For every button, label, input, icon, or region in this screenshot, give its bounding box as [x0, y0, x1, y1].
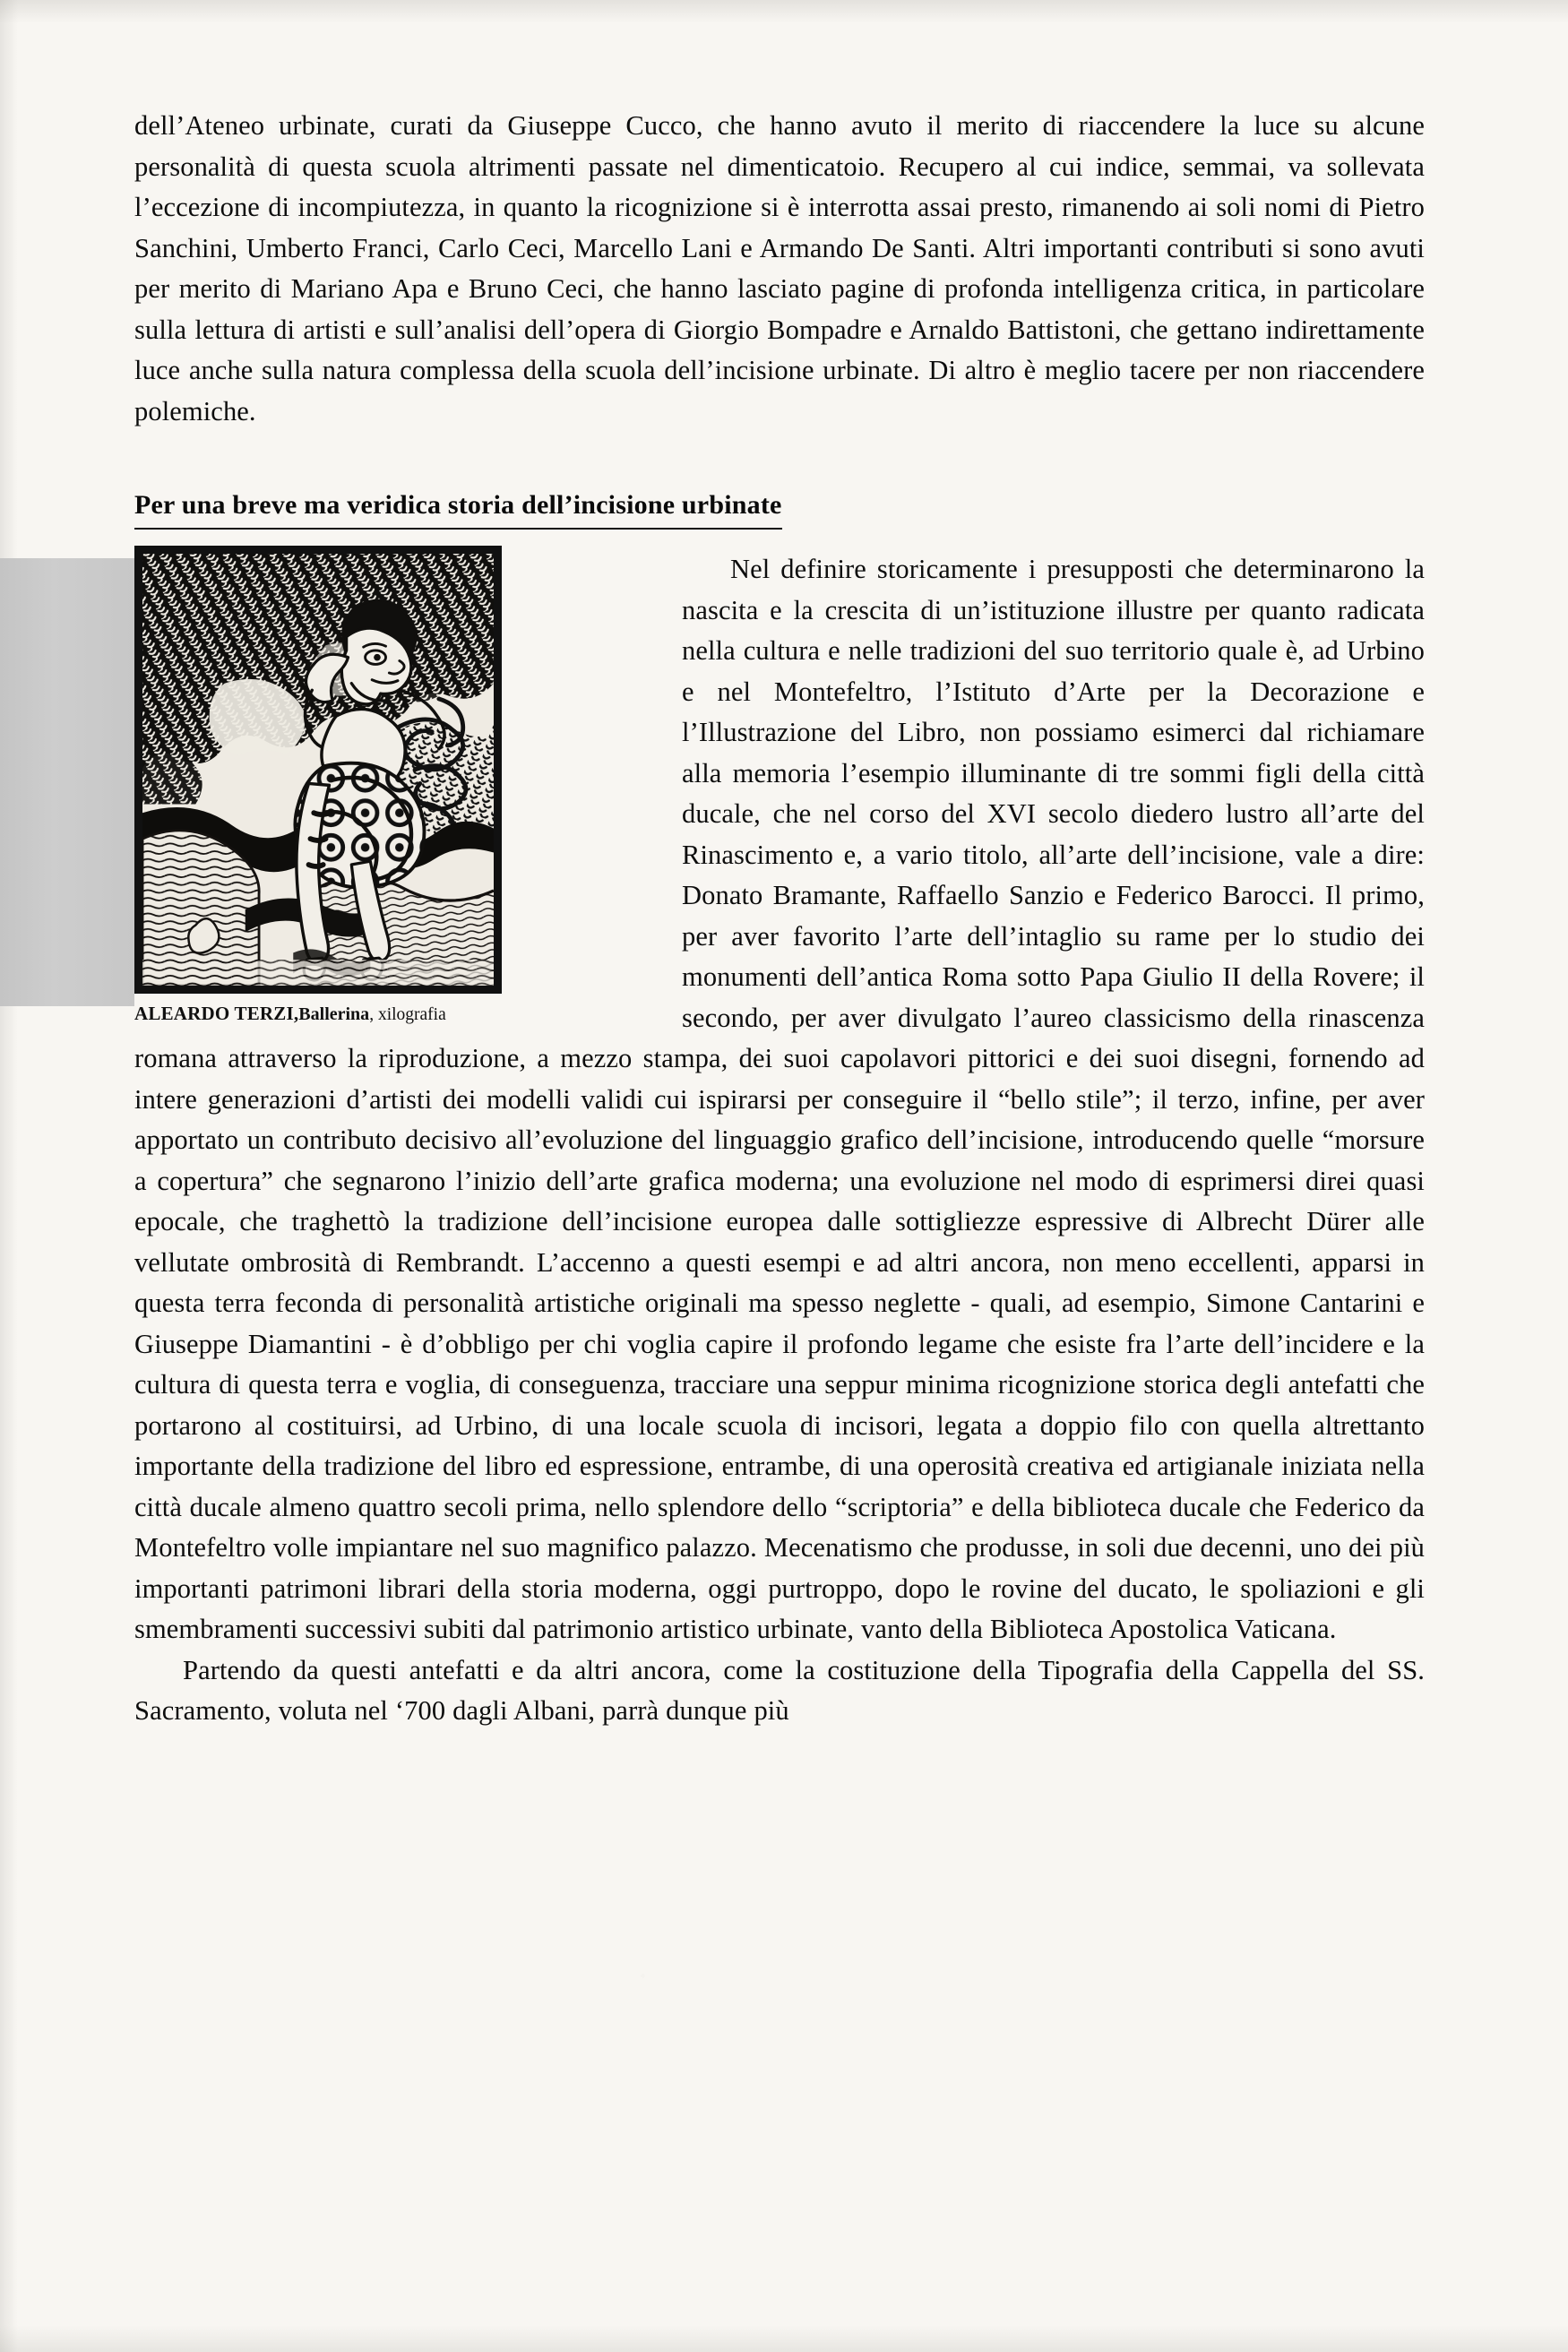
paragraph-body-main: Nel definire storicamente i presupposti che determinarono la nascita e la crescita di un’istituzione illustre per quanto radicata nella cultura e nelle tradizioni del suo territorio quale è, ad Urbino e nel Montefeltro, l’Istituto d’Arte per la Decorazione e l’Illustrazione del Libro, non possiamo esimerci dal richiamare alla memoria l’esempio illuminante di tre sommi figli della città ducale, che nel corso del XVI secolo diedero lustro all’arte del Rinascimento e, a vario titolo, all’arte dell’incisione, vale a dire: Donato Bramante, Raffaello Sanzio e Federico Barocci. Il primo, per aver favorito l’arte dell’intaglio su rame per lo studio dei monumenti dell’antica Roma sotto Papa Giulio II della Rovere; il secondo, per aver divulgato l’aureo classicismo della rinascenza romana attraverso la riproduzione, a mezzo stampa, dei suoi capolavori pittorici e dei suoi disegni, fornendo ad intere generazioni d’artisti dei modelli validi cui ispirarsi per conseguire il “bello stile”; il terzo, infine, per aver apportato un contributo decisivo all’evoluzione del linguaggio grafico dell’incisione, introducendo quelle “morsure a copertura” che segnarono l’inizio dell’arte grafica moderna; una evoluzione nel modo di esprimersi direi quasi epocale, che traghettò la tradizione dell’incisione europea dalle sottigliezze espressive di Albrecht Dürer alle vellutate ombrosità di Rembrandt. L’accenno a questi esempi e ad altri ancora, non meno eccellenti, apparsi in questa terra feconda di personalità artistiche originali ma spesso neglette - quali, ad esempio, Simone Cantarini e Giuseppe Diamantini - è d’obbligo per chi voglia capire il profondo legame che esiste fra l’arte dell’incidere e la cultura di questa terra e voglia, di conseguenza, tracciare una seppur minima ricognizione storica degli antefatti che portarono al costituirsi, ad Urbino, di una locale scuola di incisori, legata a doppio filo con quella altrettanto importante della tradizione del libro ed espressione, entrambe, di una operosità creativa ed artigianale iniziata nella città ducale almeno quattro secoli prima, nello splendore dello “scriptoria” e della biblioteca ducale che Federico da Montefeltro volle impiantare nel suo magnifico palazzo. Mecenatismo che produsse, in soli due decenni, uno dei più importanti patrimoni librari della storia moderna, oggi purtroppo, dopo le rovine del ducato, le spoliazioni e gli smembramenti successivi subiti dal patrimonio artistico urbinate, vanto della Biblioteca Apostolica Vaticana.	[134, 554, 1425, 1644]
paragraph-body-closing: Partendo da questi antefatti e da altri ancora, come la costituzione della Tipografia della Cappella del SS. Sacramento, voluta nel ‘700 dagli Albani, parrà dunque più	[134, 1654, 1425, 1726]
caption-artist: ALEARDO TERZI,	[134, 1003, 299, 1024]
section-heading	[134, 432, 1425, 537]
woodcut-illustration	[134, 546, 502, 994]
caption-medium: , xilografia	[369, 1005, 446, 1024]
section-heading-text: Per una breve ma veridica storia dell’incisione urbinate	[134, 487, 782, 530]
figure-ballerina	[0, 546, 650, 1027]
scan-edge-bottom	[0, 2325, 1568, 2352]
scan-edge-left	[0, 0, 18, 2352]
page-content	[134, 106, 1425, 1732]
scan-edge-top	[0, 0, 1568, 23]
caption-title: Ballerina	[298, 1004, 370, 1024]
figure-caption	[134, 1002, 511, 1027]
paragraph-continuation: dell’Ateneo urbinate, curati da Giuseppe Cucco, che hanno avuto il merito di riaccendere la luce su alcune personalità di questa scuola altrimenti passate nel dimenticatoio. Recupero al cui indice, semmai, va sollevata l’eccezione di incompiutezza, in quanto la ricognizione si è interrotta assai presto, rimanendo ai soli nomi di Pietro Sanchini, Umberto Franci, Carlo Ceci, Marcello Lani e Armando De Santi. Altri importanti contributi si sono avuti per merito di Mariano Apa e Bruno Ceci, che hanno lasciato pagine di profonda intelligenza critica, in particolare sulla lettura di artisti e sull’analisi dell’opera di Giorgio Bompadre e Arnaldo Battistoni, che gettano indirettamente luce anche sulla natura complessa della scuola dell’incisione urbinate. Di altro è meglio tacere per non riaccendere polemiche.	[134, 110, 1425, 426]
scan-grey-band	[0, 558, 134, 1006]
